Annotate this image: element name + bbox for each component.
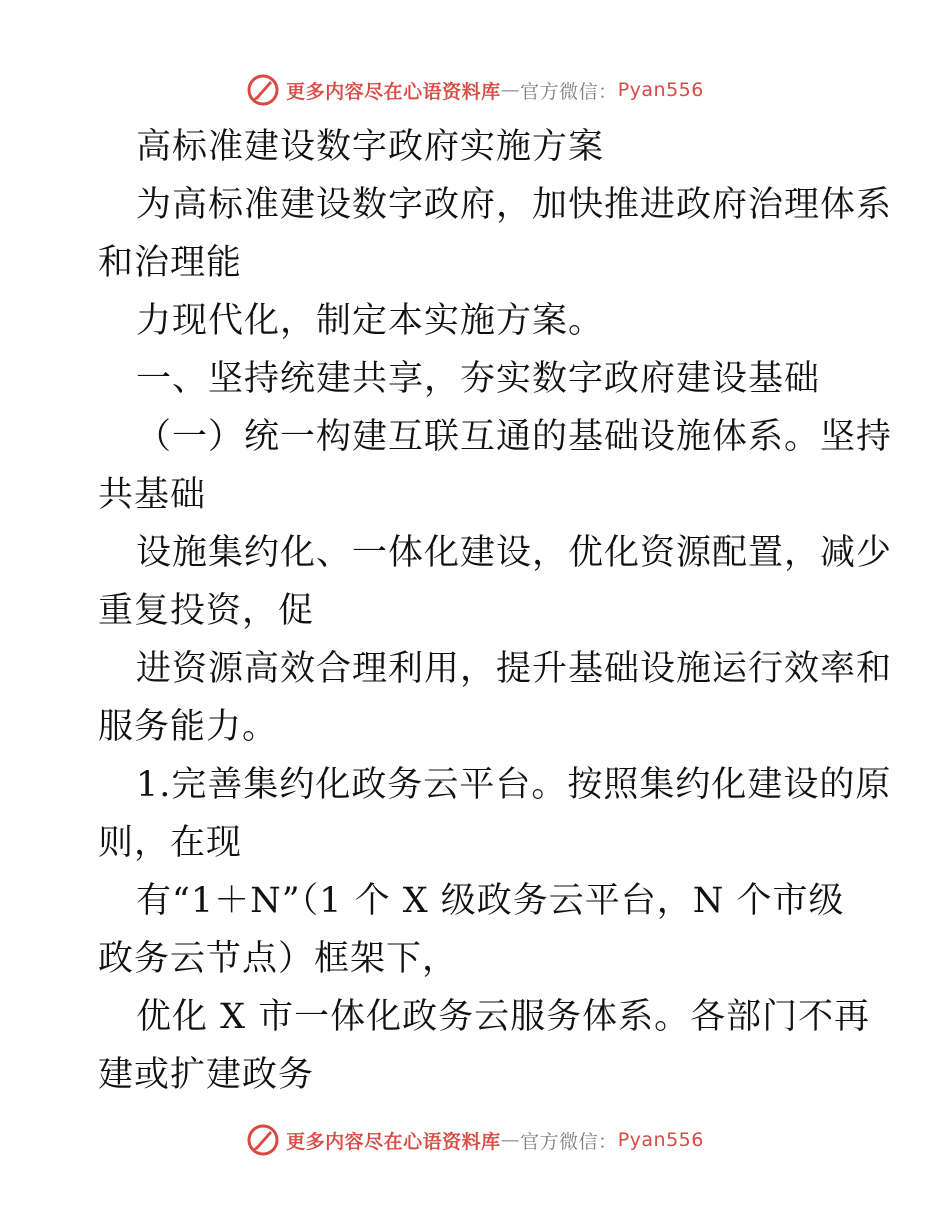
document-body — [98, 118, 893, 1104]
banner-brand: 更多内容尽在心语资料库 — [286, 1130, 501, 1153]
paragraph-line: 和治理能 — [98, 243, 243, 283]
paragraph-line: 政务云节点）框架下， — [98, 939, 459, 979]
paragraph-line: 为高标准建设数字政府，加快推进政府治理体系 — [136, 185, 893, 225]
paragraph-line: 服务能力。 — [98, 707, 279, 747]
paragraph-line: 有“1＋N”（1 个 X 级政务云平台，N 个市级 — [136, 881, 845, 921]
banner-wechat-label: 官方微信： — [520, 80, 618, 103]
banner-separator: — — [500, 1129, 521, 1151]
paragraph-line: （一）统一构建互联互通的基础设施体系。坚持 — [136, 417, 893, 457]
banner-wechat-id: Pyan556 — [617, 1129, 704, 1151]
paragraph-line: 重复投资，促 — [98, 591, 315, 631]
paragraph-line: 设施集约化、一体化建设，优化资源配置，减少 — [136, 533, 893, 573]
section-heading: 一、坚持统建共享，夯实数字政府建设基础 — [136, 359, 821, 399]
header-banner — [0, 70, 950, 110]
banner-wechat-id: Pyan556 — [617, 79, 704, 101]
banner-brand: 更多内容尽在心语资料库 — [286, 80, 501, 103]
paragraph-line: 进资源高效合理利用，提升基础设施运行效率和 — [136, 649, 893, 689]
paragraph-line: 共基础 — [98, 475, 207, 515]
paragraph-line: 优化 X 市一体化政务云服务体系。各部门不再 — [136, 997, 871, 1037]
footer-banner — [0, 1120, 950, 1160]
paragraph-line: 1.完善集约化政务云平台。按照集约化建设的原 — [136, 765, 892, 805]
banner-wechat-label: 官方微信： — [520, 1130, 618, 1153]
banner-separator: — — [500, 79, 521, 101]
document-title: 高标准建设数字政府实施方案 — [136, 127, 605, 167]
feather-pen-logo-icon — [246, 1123, 280, 1157]
feather-pen-logo-icon — [246, 73, 280, 107]
paragraph-line: 力现代化，制定本实施方案。 — [136, 301, 605, 341]
paragraph-line: 则，在现 — [98, 823, 243, 863]
paragraph-line: 建或扩建政务 — [98, 1055, 315, 1095]
